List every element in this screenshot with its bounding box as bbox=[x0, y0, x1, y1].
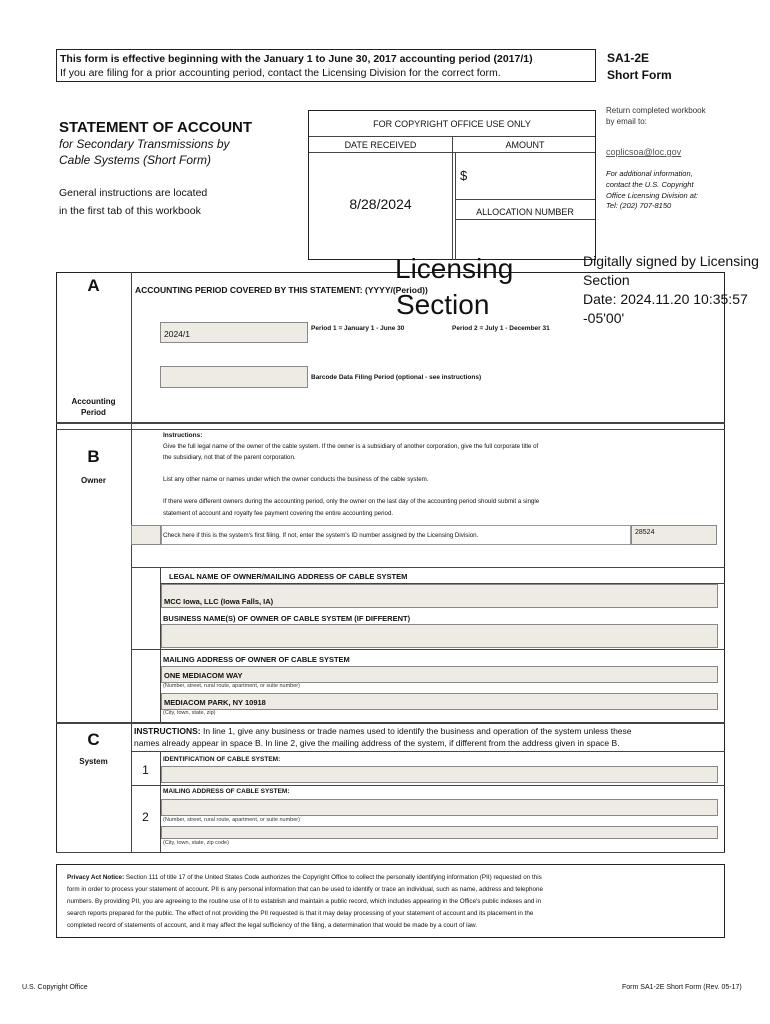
section-c-name: System bbox=[79, 757, 108, 766]
footer-left: U.S. Copyright Office bbox=[22, 984, 88, 991]
barcode-period-label: Barcode Data Filing Period (optional - see instructions) bbox=[311, 374, 482, 381]
first-filing-checkbox[interactable] bbox=[131, 525, 161, 545]
privacy-line-2: form in order to process your statement of account. PII is any personal information that can be used to identify or trace an individual, such as name, address and telephone bbox=[67, 886, 544, 893]
owner-instructions-2: List any other name or names under which the owner conducts the business of the cable system. bbox=[163, 476, 429, 483]
owner-address-2-value: MEDIACOM PARK, NY 10918 bbox=[164, 698, 266, 707]
system-address-2-note: (City, town, state, zip code) bbox=[163, 840, 229, 846]
privacy-notice bbox=[56, 864, 725, 938]
form-code: SA1-2E bbox=[607, 51, 650, 65]
owner-instructions-1b: the subsidiary, not that of the parent corporation. bbox=[163, 454, 296, 461]
owner-instructions-3b: statement of account and royalty fee payment covering the entire accounting period. bbox=[163, 510, 394, 517]
system-instructions-text: In line 1, give any business or trade names used to identify the business and operation of the system unless these bbox=[200, 726, 632, 736]
system-line-1-number: 1 bbox=[142, 763, 149, 777]
section-b-name: Owner bbox=[81, 476, 106, 485]
return-info-1: Return completed workbook bbox=[606, 106, 706, 115]
system-ident-label: IDENTIFICATION OF CABLE SYSTEM: bbox=[163, 756, 281, 763]
legal-name-value: MCC Iowa, LLC (Iowa Falls, IA) bbox=[164, 597, 274, 606]
signature-line-4: -05'00' bbox=[583, 310, 625, 326]
banner-line-1: This form is effective beginning with the January 1 to June 30, 2017 accounting period (2017/1) bbox=[60, 53, 533, 65]
general-instructions-1: General instructions are located bbox=[59, 187, 208, 199]
contact-phone: Tel: (202) 707-8150 bbox=[606, 201, 672, 210]
owner-mailing-label: MAILING ADDRESS OF OWNER OF CABLE SYSTEM bbox=[163, 655, 350, 664]
amount-label: AMOUNT bbox=[505, 140, 545, 150]
page-subtitle-1: for Secondary Transmissions by bbox=[59, 137, 230, 151]
privacy-line-1-text: Section 111 of title 17 of the United States Code authorizes the Copyright Office to collect the personally identifying information (PII) requested on this bbox=[124, 874, 542, 881]
office-use-title: FOR COPYRIGHT OFFICE USE ONLY bbox=[373, 119, 531, 129]
signature-large-2: Section bbox=[396, 289, 490, 320]
return-email-link[interactable]: coplicsoa@loc.gov bbox=[606, 147, 682, 157]
section-c-letter: C bbox=[87, 730, 100, 749]
signature-line-1: Digitally signed by Licensing bbox=[583, 253, 759, 269]
system-instructions-2: names already appear in space B. In line 2, give the mailing address of the system, if different from the address given in space B. bbox=[134, 738, 620, 748]
allocation-number-label: ALLOCATION NUMBER bbox=[476, 207, 574, 217]
section-a-letter: A bbox=[87, 276, 100, 295]
general-instructions-2: in the first tab of this workbook bbox=[59, 205, 201, 217]
accounting-period-value: 2024/1 bbox=[164, 329, 190, 339]
system-instructions-bold: INSTRUCTIONS: bbox=[134, 726, 201, 736]
first-filing-label: Check here if this is the system's first filing. If not, enter the system's ID number assigned by the Licensing Division. bbox=[163, 532, 479, 539]
signature-line-3: Date: 2024.11.20 10:35:57 bbox=[583, 291, 748, 307]
owner-instructions-title: Instructions: bbox=[163, 432, 203, 439]
section-a-name-2: Period bbox=[81, 408, 106, 417]
privacy-line-1 bbox=[67, 874, 542, 881]
owner-instructions-1a: Give the full legal name of the owner of the cable system. If the owner is a subsidiary of another corporation, give the full corporate title of bbox=[163, 443, 539, 450]
section-a-name-1: Accounting bbox=[71, 397, 116, 406]
date-received-label: DATE RECEIVED bbox=[344, 140, 417, 150]
contact-info-1: For additional information, bbox=[606, 169, 693, 178]
privacy-line-5: completed record of statements of account, and it may affect the legal sufficiency of the filing, a determination that would be made by a court of law. bbox=[67, 922, 477, 929]
form-type: Short Form bbox=[607, 68, 672, 82]
legal-name-label: LEGAL NAME OF OWNER/MAILING ADDRESS OF CABLE SYSTEM bbox=[169, 572, 408, 581]
owner-instructions-3a: If there were different owners during the accounting period, only the owner on the last day of the accounting period should submit a single bbox=[163, 498, 540, 505]
period-2-note: Period 2 = July 1 - December 31 bbox=[452, 325, 550, 332]
system-id-input[interactable] bbox=[631, 525, 717, 545]
owner-address-line-2[interactable] bbox=[161, 693, 718, 710]
legal-name-input[interactable] bbox=[161, 584, 718, 608]
barcode-period-input[interactable] bbox=[160, 366, 308, 388]
office-use-box bbox=[308, 110, 596, 260]
return-info-2: by email to: bbox=[606, 117, 647, 126]
privacy-line-3: numbers. By providing PII, you are agreeing to the routine use of it to establish and maintain a public record, which includes appearing in the Office's public indexes and in bbox=[67, 898, 541, 905]
privacy-bold: Privacy Act Notice: bbox=[67, 874, 125, 881]
date-received-value: 8/28/2024 bbox=[349, 196, 412, 212]
signature-line-2: Section bbox=[583, 272, 630, 288]
owner-address-1-note: (Number, street, rural route, apartment, or suite number) bbox=[163, 683, 300, 689]
contact-info-3: Office Licensing Division at: bbox=[606, 191, 699, 200]
banner-line-2: If you are filing for a prior accounting period, contact the Licensing Division for the correct form. bbox=[60, 67, 501, 79]
owner-address-1-value: ONE MEDIACOM WAY bbox=[164, 671, 243, 680]
period-1-note: Period 1 = January 1 - June 30 bbox=[311, 325, 405, 332]
system-mailing-label: MAILING ADDRESS OF CABLE SYSTEM: bbox=[163, 788, 290, 795]
signature-large-1: Licensing bbox=[395, 253, 514, 284]
system-address-line-1[interactable] bbox=[161, 799, 718, 816]
footer-right: Form SA1-2E Short Form (Rev. 05-17) bbox=[622, 984, 742, 991]
accounting-period-input[interactable] bbox=[160, 322, 308, 343]
amount-dollar-sign: $ bbox=[460, 168, 468, 183]
system-address-line-2[interactable] bbox=[161, 826, 718, 839]
section-b-letter: B bbox=[87, 447, 100, 466]
system-id-value: 28524 bbox=[635, 529, 655, 536]
privacy-line-4: search reports prepared for the public. The effect of not providing the PII requested is that it may delay processing of your statement of account and its placement in the bbox=[67, 910, 534, 917]
page-subtitle-2: Cable Systems (Short Form) bbox=[59, 153, 212, 167]
accounting-period-heading: ACCOUNTING PERIOD COVERED BY THIS STATEMENT: (YYYY/(Period)) bbox=[135, 285, 428, 295]
effective-date-banner bbox=[56, 49, 596, 82]
system-line-2-number: 2 bbox=[142, 810, 149, 824]
system-instructions-1 bbox=[134, 726, 632, 736]
business-name-input[interactable] bbox=[161, 624, 718, 648]
system-address-1-note: (Number, street, rural route, apartment, or suite number) bbox=[163, 817, 300, 823]
business-name-label: BUSINESS NAME(S) OF OWNER OF CABLE SYSTEM (IF DIFFERENT) bbox=[163, 614, 411, 623]
system-ident-input[interactable] bbox=[161, 766, 718, 783]
owner-address-2-note: (City, town, state, zip) bbox=[163, 710, 216, 716]
owner-address-line-1[interactable] bbox=[161, 666, 718, 683]
contact-info-2: contact the U.S. Copyright bbox=[606, 180, 694, 189]
page-title: STATEMENT OF ACCOUNT bbox=[59, 119, 253, 136]
